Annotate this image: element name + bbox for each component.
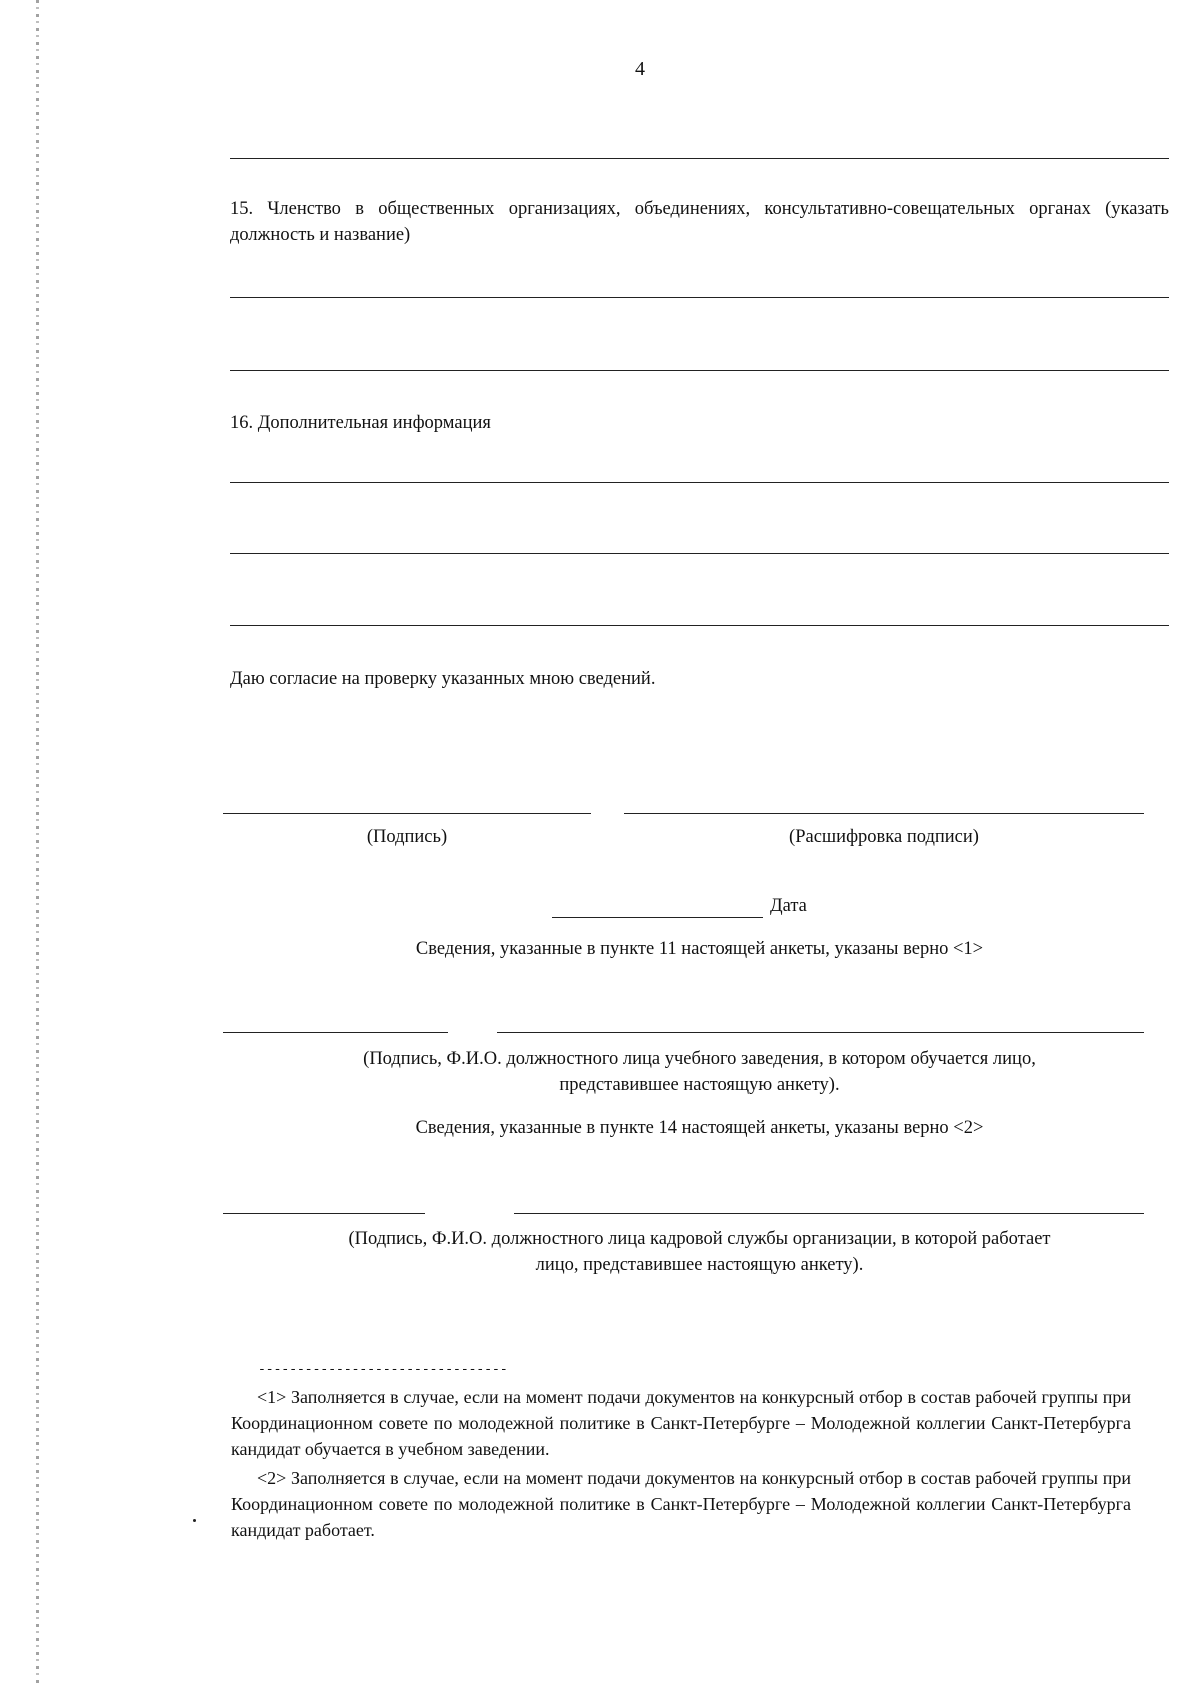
confirm-11-text: Сведения, указанные в пункте 11 настоящей анкеты, указаны верно <1> <box>415 939 984 959</box>
item-15-text: 15. Членство в общественных организациях, объединениях, консультативно-совещательных органах (указать должность и название) <box>230 199 1169 245</box>
confirm-11-caption-line-1: (Подпись, Ф.И.О. должностного лица учебного заведения, в котором обучается лицо, <box>363 1049 1036 1069</box>
scan-speck <box>193 1519 196 1522</box>
confirm-11-signature-line[interactable] <box>223 1032 448 1033</box>
page-number: 4 <box>635 58 645 80</box>
item-16-answer-line-3[interactable] <box>230 625 1169 626</box>
item-16-text: 16. Дополнительная информация <box>230 413 491 433</box>
confirm-14-text: Сведения, указанные в пункте 14 настоящей анкеты, указаны верно <2> <box>415 1118 984 1138</box>
top-rule <box>230 158 1169 159</box>
scan-edge-artifact <box>36 0 39 1685</box>
signature-line[interactable] <box>223 813 591 814</box>
footnote-2-text: <2> Заполняется в случае, если на момент подачи документов на конкурсный отбор в состав рабочей группы при Координационном совете по молодежной политике в Санкт-Петербурге – Молодежной коллегии Санкт-Петербурга кандидат работает. <box>231 1468 1131 1540</box>
footnote-2 <box>231 1465 1131 1543</box>
footnote-1-text: <1> Заполняется в случае, если на момент подачи документов на конкурсный отбор в состав рабочей группы при Координационном совете по молодежной политике в Санкт-Петербурге – Молодежной коллегии Санкт-Петербурга кандидат обучается в учебном заведении. <box>231 1387 1131 1459</box>
item-15-answer-line-1[interactable] <box>230 297 1169 298</box>
confirm-11-name-line[interactable] <box>497 1032 1144 1033</box>
confirm-14-caption-line-1: (Подпись, Ф.И.О. должностного лица кадровой службы организации, в которой работает <box>348 1229 1051 1249</box>
signature-decode-line[interactable] <box>624 813 1144 814</box>
consent-text: Даю согласие на проверку указанных мною сведений. <box>230 669 656 689</box>
confirm-11-caption-line-2: представившее настоящую анкету). <box>559 1075 840 1095</box>
item-16-answer-line-1[interactable] <box>230 482 1169 483</box>
date-label: Дата <box>770 896 807 916</box>
confirm-14-signature-line[interactable] <box>223 1213 425 1214</box>
confirm-14-caption-line-2: лицо, представившее настоящую анкету). <box>535 1255 864 1275</box>
item-16-answer-line-2[interactable] <box>230 553 1169 554</box>
item-15-answer-line-2[interactable] <box>230 370 1169 371</box>
footnote-separator: -------------------------------- <box>258 1362 508 1377</box>
signature-caption: (Подпись) <box>366 827 448 847</box>
date-line[interactable] <box>552 917 763 918</box>
footnote-1 <box>231 1384 1131 1462</box>
signature-decode-caption: (Расшифровка подписи) <box>789 827 979 847</box>
confirm-14-name-line[interactable] <box>514 1213 1144 1214</box>
